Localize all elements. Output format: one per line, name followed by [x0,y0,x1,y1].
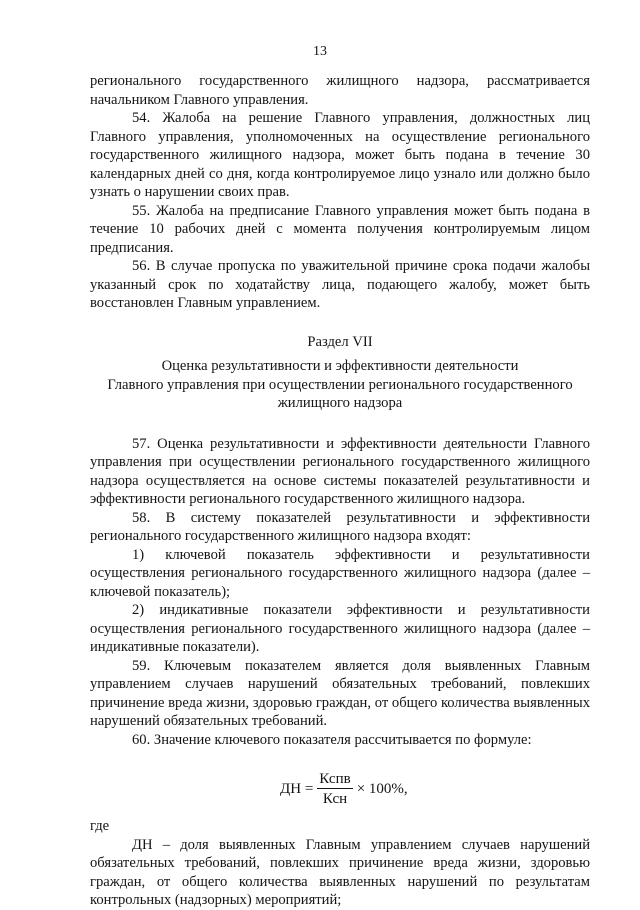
paragraph-55: 55. Жалоба на предписание Главного управления может быть подана в течение 10 рабочих дней с момента получения контролируемым лицом предписания. [90,202,590,256]
formula [280,767,408,811]
section-label: Раздел VII [307,333,373,350]
formula-block [90,767,590,811]
formula-fraction [317,770,352,809]
formula-denominator: Ксн [322,790,348,807]
formula-rhs: × 100%, [356,780,408,797]
section-title-line-1: Оценка результативности и эффективности деятельности [161,358,519,374]
paragraph-57: 57. Оценка результативности и эффективности деятельности Главного управления при осуществлении регионального государственного жилищного надзора осуществляется на основе системы показателей результативности и эффективности регионального государственного жилищного надзора. [90,435,590,507]
definition-dn: ДН – доля выявленных Главным управлением случаев нарушений обязательных требований, повлекших причинение вреда жизни, здоровью граждан, от общего количества выявленных нарушений по результатам контрольных (надзорных) мероприятий; [90,836,590,908]
paragraph-60: 60. Значение ключевого показателя рассчитывается по формуле: [132,731,532,748]
page-body [90,72,590,910]
paragraph-56: 56. В случае пропуска по уважительной причине срока подачи жалобы указанный срок по ходатайству лица, подающего жалобу, может быть восстановлен Главным управлением. [90,258,590,311]
paragraph-continuation: регионального государственного жилищного надзора, рассматривается начальником Главного управления. [90,73,590,108]
paragraph-58: 58. В систему показателей результативности и эффективности регионального государственного жилищного надзора входят: [90,509,590,544]
formula-numerator: Кспв [319,770,351,787]
page-number: 13 [313,44,327,59]
where-label: где [90,818,110,834]
list-item-1: 1) ключевой показатель эффективности и результативности осуществления регионального государственного жилищного надзора (далее – ключевой показатель); [90,546,590,600]
list-item-2: 2) индикативные показатели эффективности и результативности осуществления регионального государственного жилищного надзора (далее – индикативные показатели). [90,602,590,655]
paragraph-54: 54. Жалоба на решение Главного управления, должностных лиц Главного управления, уполномоченных на осуществление регионального государственного жилищного надзора, может быть подана в течение 30 календарных дней со дня, когда контролируемое лицо узнало или должно было узнать о нарушении своих прав. [90,110,590,200]
paragraph-59: 59. Ключевым показателем является доля выявленных Главным управлением случаев нарушений обязательных требований, повлекших причинение вреда жизни, здоровью граждан, от общего количества выявленных нарушений обязательных требований. [90,657,590,729]
formula-lhs: ДН = [280,780,314,797]
section-title-line-2: Главного управления при осуществлении регионального государственного [107,376,573,393]
section-title-line-3: жилищного надзора [277,395,403,411]
section-heading [90,333,590,413]
